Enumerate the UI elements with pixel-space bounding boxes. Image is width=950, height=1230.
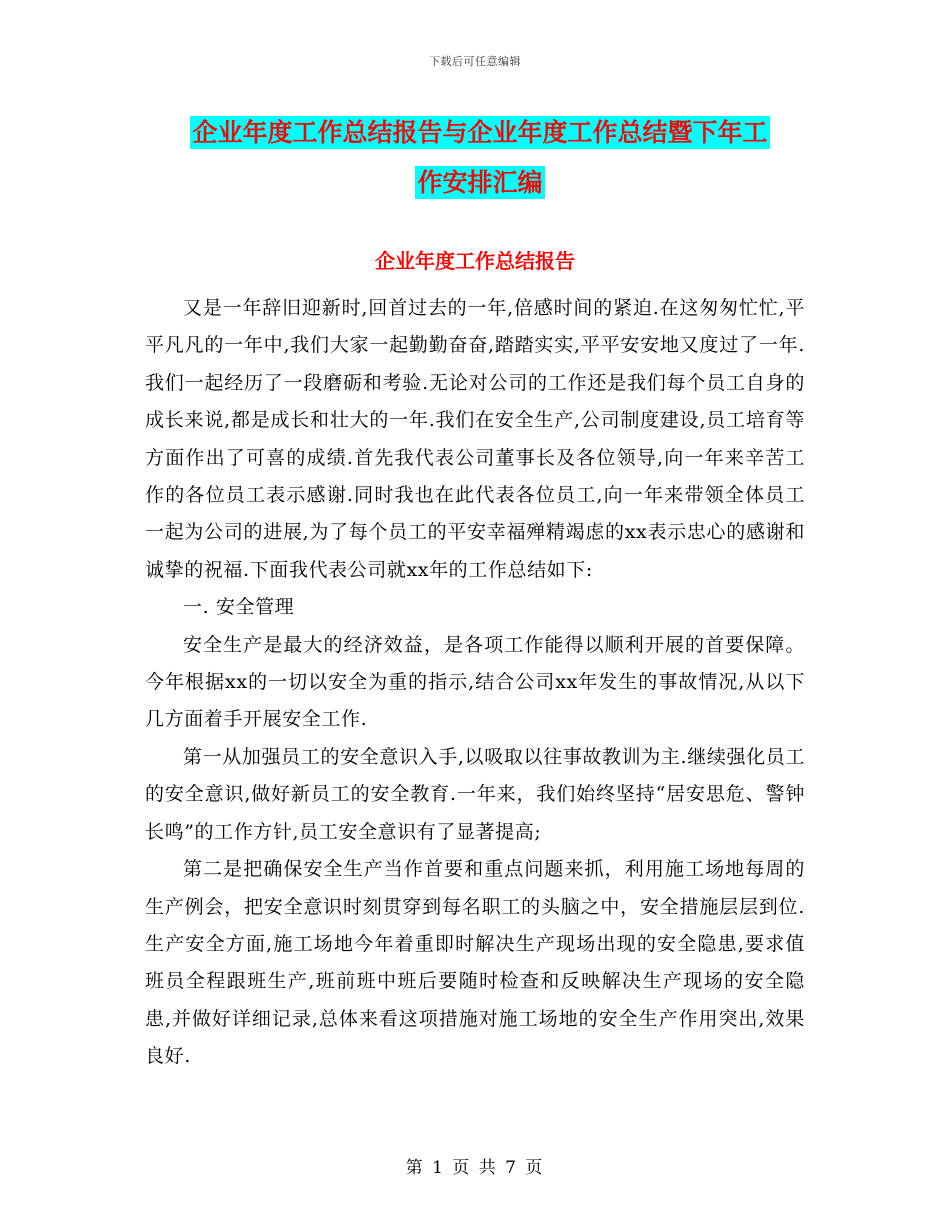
page-header-note: 下载后可任意编辑 (429, 55, 521, 68)
document-title-line1: 企业年度工作总结报告与企业年度工作总结暨下年工 (192, 118, 768, 147)
paragraph: 安全生产是最大的经济效益，是各项工作能得以顺利开展的首要保障。今年根据xx的一切以安全为重的指示,结合公司xx年发生的事故情况,从以下几方面着手开展安全工作. (145, 633, 805, 731)
document-body (145, 290, 805, 1076)
page-footer: 第 1 页 共 7 页 (405, 1158, 545, 1178)
section-title: 企业年度工作总结报告 (375, 249, 575, 273)
paragraph: 第一从加强员工的安全意识入手,以吸取以往事故教训为主.继续强化员工的安全意识,做好新员工的安全教育.一年来，我们始终坚持“居安思危、警钟长鸣”的工作方针,员工安全意识有了显著提高; (145, 745, 805, 843)
document-title (140, 108, 820, 208)
paragraph: 又是一年辞旧迎新时,回首过去的一年,倍感时间的紧迫.在这匆匆忙忙,平平凡凡的一年中,我们大家一起勤勤奋奋,踏踏实实,平平安安地又度过了一年.我们一起经历了一段磨砺和考验.无论对公司的工作还是我们每个员工自身的成长来说,都是成长和壮大的一年.我们在安全生产,公司制度建设,员工培育等方面作出了可喜的成绩.首先我代表公司董事长及各位领导,向一年来辛苦工作的各位员工表示感谢.同时我也在此代表各位员工,向一年来带领全体员工一起为公司的进展,为了每个员工的平安幸福殚精竭虑的xx表示忠心的感谢和诚挚的祝福.下面我代表公司就xx年的工作总结如下: (145, 297, 805, 581)
document-title-line2: 作安排汇编 (417, 168, 543, 197)
paragraph: 第二是把确保安全生产当作首要和重点问题来抓，利用施工场地每周的生产例会，把安全意识时刻贯穿到每名职工的头脑之中，安全措施层层到位.生产安全方面,施工场地今年着重即时解决生产现场出现的安全隐患,要求值班员全程跟班生产,班前班中班后要随时检查和反映解决生产现场的安全隐患,并做好详细记录,总体来看这项措施对施工场地的安全生产作用突出,效果良好. (145, 858, 805, 1068)
subheading-safety-management: 一. 安全管理 (183, 596, 295, 619)
